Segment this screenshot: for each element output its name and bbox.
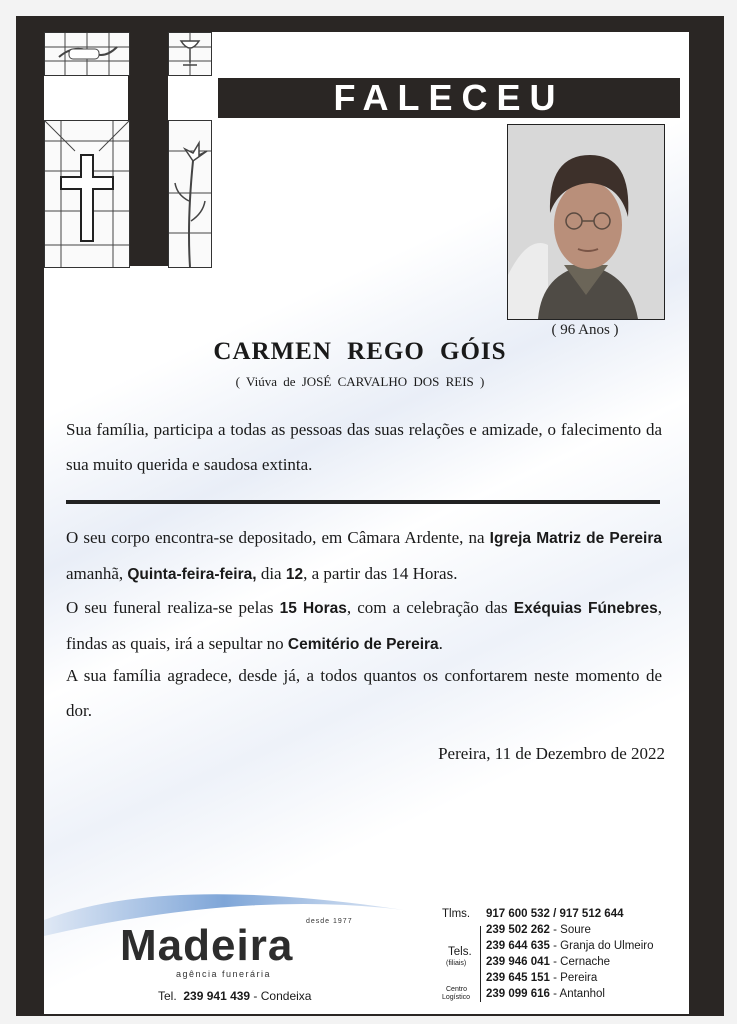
funeral-paragraph: O seu funeral realiza-se pelas 15 Horas, com a celebração das Exéquias Fúnebres, findas as quais, irá a sepultar no Cemitério de Pereira.	[66, 598, 662, 653]
tels-label: Tels.	[448, 946, 472, 958]
widow-of-line: ( Viúva de JOSÉ CARVALHO DOS REIS )	[235, 374, 485, 389]
branch-row: 239 644 635 - Granja do Ulmeiro	[486, 940, 654, 952]
contacts-divider	[480, 926, 481, 1002]
place-date: Pereira, 11 de Dezembro de 2022	[438, 744, 665, 763]
agency-since: desde 1977	[306, 918, 353, 925]
portrait-photo	[507, 124, 665, 320]
deceased-name: CARMEN REGO GÓIS	[213, 338, 507, 365]
intro-paragraph: Sua família, participa a todas as pessoas das suas relações e amizade, o falecimento da sua muito querida e saudosa extinta.	[66, 420, 662, 474]
scroll-stained-glass-icon	[44, 32, 130, 76]
mobile-numbers: 917 600 532 / 917 512 644	[486, 908, 624, 920]
faleceu-banner: FALECEU	[218, 78, 680, 118]
thanks-paragraph: A sua família agradece, desde já, a todos quantos os confortarem neste momento de dor.	[66, 666, 662, 720]
branch-row: 239 946 041 - Cernache	[486, 956, 611, 968]
agency-main-phone: Tel. 239 941 439 - Condeixa	[158, 989, 312, 1003]
branch-row: 239 645 151 - Pereira	[486, 972, 598, 984]
lily-stained-glass-icon	[168, 120, 212, 268]
branch-row: 239 502 262 - Soure	[486, 924, 591, 936]
cross-vertical-bar	[128, 32, 168, 266]
chalice-stained-glass-icon	[168, 32, 212, 76]
logistico-label: Logístico	[442, 994, 471, 1001]
tels-sublabel: (filiais)	[446, 960, 467, 967]
centro-label: Centro	[446, 986, 468, 993]
cross-stained-glass-icon	[44, 120, 130, 268]
tlms-label: Tlms.	[442, 908, 471, 920]
age-label: ( 96 Anos )	[551, 322, 619, 338]
agency-subtitle: agência funerária	[176, 969, 272, 979]
branch-row: 239 099 616 - Antanhol	[486, 988, 605, 1000]
wake-paragraph: O seu corpo encontra-se depositado, em Câmara Ardente, na Igreja Matriz de Pereira amanhã, Quinta-feira-feira, dia 12, a partir das 14 Horas.	[66, 528, 662, 583]
divider-rule	[66, 500, 660, 504]
agency-logo: Madeira	[120, 921, 294, 970]
